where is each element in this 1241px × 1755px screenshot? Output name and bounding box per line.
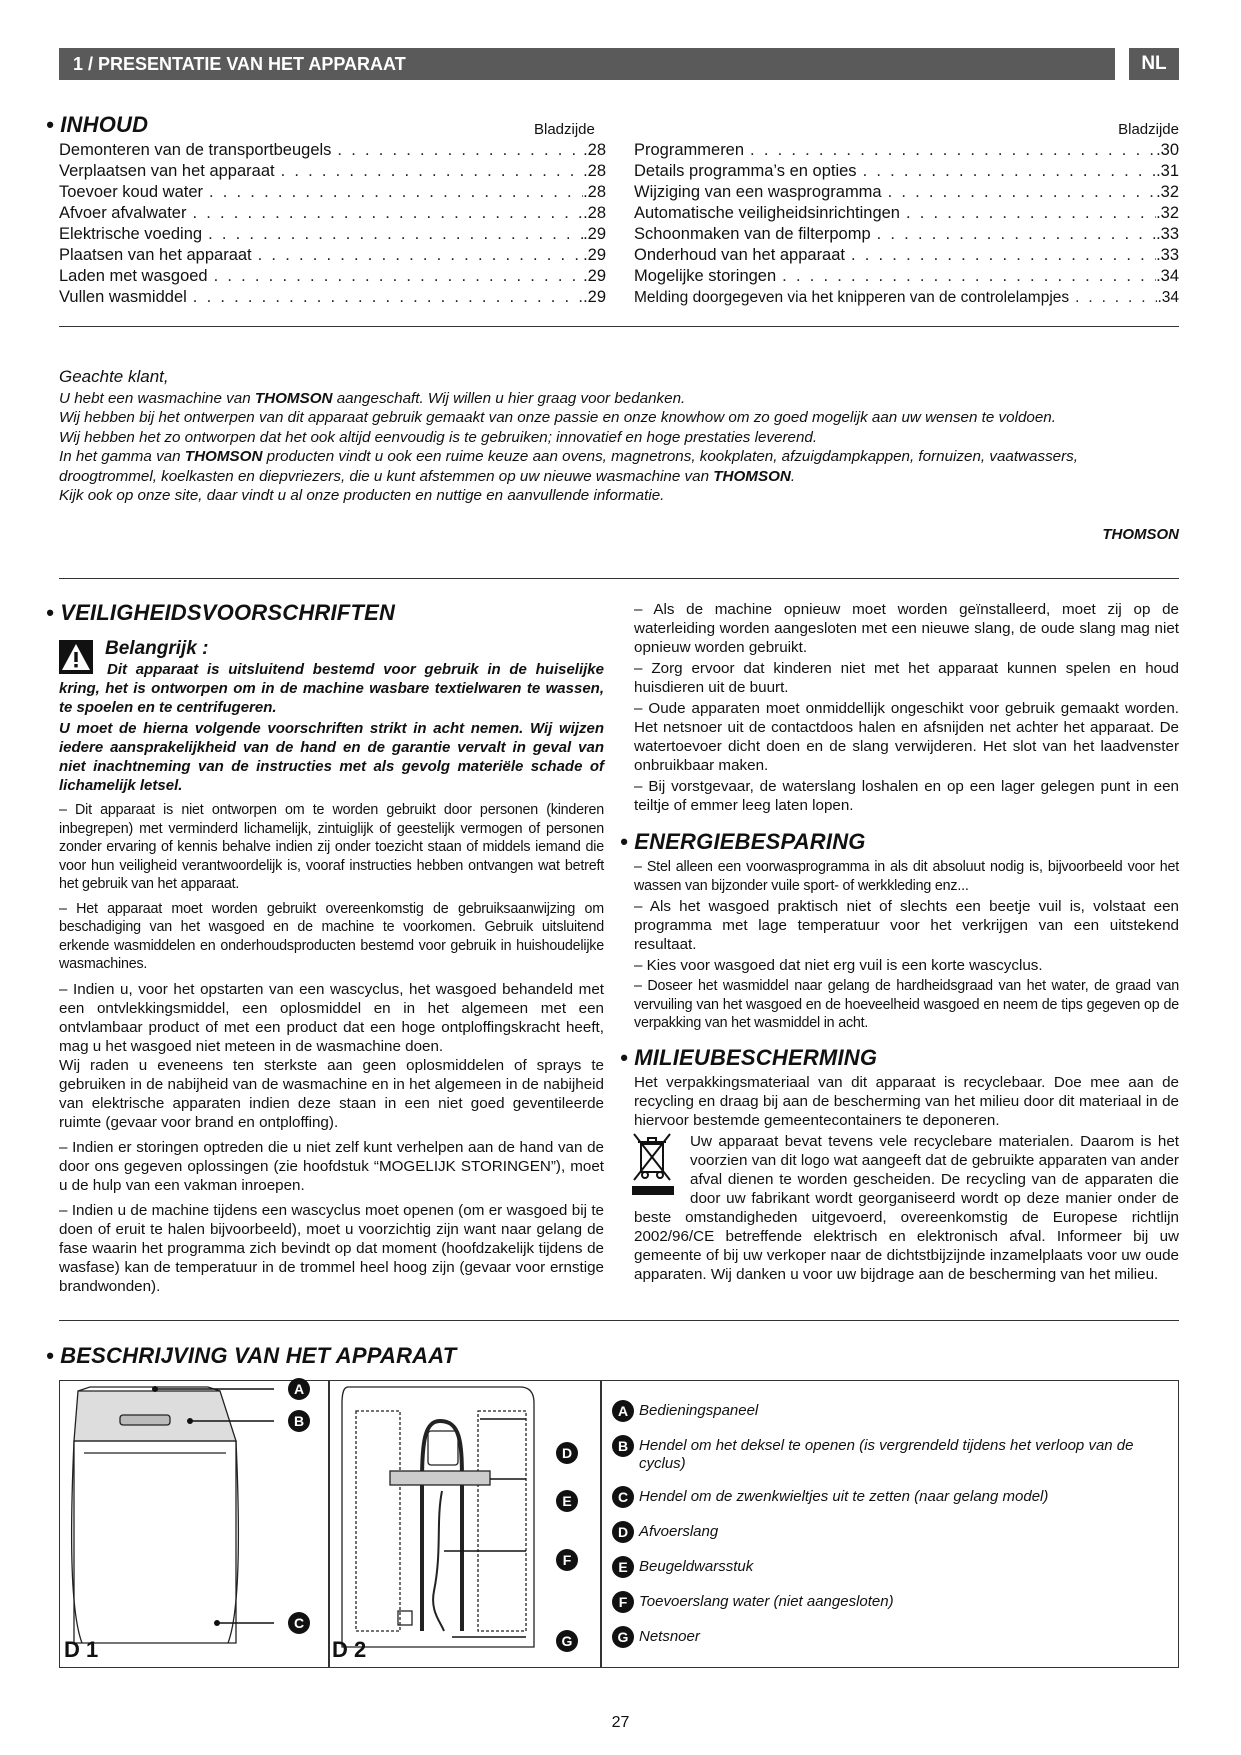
legend-item [612, 1593, 1167, 1613]
callout-badge: F [556, 1549, 578, 1571]
safety-left-column [59, 660, 604, 1298]
toc-item-label: Onderhoud van het apparaat [634, 246, 845, 264]
toc-item-page: .34 [1157, 289, 1179, 306]
toc-item-label: Laden met wasgoed [59, 267, 208, 285]
toc-item[interactable] [59, 224, 606, 245]
toc-item[interactable] [59, 245, 606, 266]
legend-item [612, 1628, 1167, 1648]
toc-item-label: Elektrische voeding [59, 225, 203, 243]
legend-item [612, 1488, 1167, 1508]
callout-badge: B [288, 1410, 310, 1432]
toc-item-label: Automatische veiligheidsinrichtingen [634, 204, 900, 222]
toc-item-page: .33 [1156, 246, 1179, 264]
safety-paragraph: – Indien u de machine tijdens een wascyclus moet openen (om er wasgoed bij te doen of eruit te halen bijvoorbeeld), moet u voorzichtig zijn want naar gelang de fase waarin het programma zich bevindt op dat moment (hoofdzakelijk tijdens de wasfase) kan de temperatuur in de trommel heel hoog zijn (gevaar voor ernstige brandwonden). [59, 1201, 604, 1295]
toc-item-page: .29 [583, 225, 606, 243]
legend-text: Bedieningspaneel [639, 1402, 759, 1419]
safety-title: • VEILIGHEIDSVOORSCHRIFTEN [46, 600, 396, 625]
safety-paragraph: – Oude apparaten moet onmiddellijk ongeschikt voor gebruik gemaakt worden. Het netsnoer uit de contactdoos halen en afsnijden net achter het apparaat. De watertoevoer dicht doen en de slang verwijderen. Het slot van het laadvenster onbruikbaar maken. [634, 700, 1179, 774]
legend-item [612, 1437, 1167, 1473]
safety-paragraph: – Bij vorstgevaar, de waterslang loshalen en op een lager gelegen punt in een teiltje of emmer leeg laten lopen. [634, 778, 1179, 814]
section-header-bar [59, 48, 1115, 80]
toc-left-list [59, 140, 606, 308]
legend-item [612, 1558, 1167, 1578]
figure-d2-machine-back [330, 1381, 598, 1667]
toc-item-page: .29 [583, 288, 606, 306]
warning-text-2: U moet de hierna volgende voorschriften strikt in acht nemen. Wij wijzen iedere aansprakelijkheid van de hand en de garantie vervalt in geval van niet inachtneming van de instructies met als gevolg materiële schade of lichamelijk letsel. [59, 720, 604, 794]
safety-paragraph: Wij raden u eveneens ten sterkste aan geen oplosmiddelen of sprays te gebruiken in de nabijheid van de wasmachine en in het algemeen in de nabijheid van elektrische apparaten indien deze staan in een niet goed geventileerde ruimte (gevaar voor brand en ontploffing). [59, 1056, 604, 1131]
section-header-title: 1 / PRESENTATIE VAN HET APPARAAT [73, 54, 406, 74]
divider [59, 1320, 1179, 1321]
toc-item-label: Wijziging van een wasprogramma [634, 183, 882, 201]
page-number: 27 [611, 1714, 630, 1731]
letter-line: In het gamma van THOMSON producten vindt u ook een ruime keuze aan ovens, magnetrons, kookplaten, afzuigdampkappen, fornuizen, vaatwassers, droogtrommel, koelkasten en diepvriezers, die u kunt afstemmen op uw nieuwe wasmachine van THOMSON. [59, 448, 1078, 485]
toc-item[interactable] [634, 182, 1179, 203]
callout-badge: D [556, 1442, 578, 1464]
letter-line: Kijk ook op onze site, daar vindt u al onze producten en nuttige en aanvullende informatie. [59, 487, 665, 504]
toc-item-page: .32 [1156, 204, 1179, 222]
toc-page-label-left: Bladzijde [534, 121, 595, 138]
description-title: • BESCHRIJVING VAN HET APPARAAT [46, 1343, 457, 1368]
legend-badge: F [612, 1591, 634, 1613]
toc-right-list [634, 140, 1179, 308]
letter-line: U hebt een wasmachine van THOMSON aangeschaft. Wij willen u hier graag voor bedanken. [59, 389, 686, 407]
toc-item[interactable] [634, 161, 1179, 182]
legend-text: Beugeldwarsstuk [639, 1558, 754, 1575]
energy-paragraph: – Stel alleen een voorwasprogramma in als dit absoluut nodig is, bijvoorbeeld voor het wassen van bijzonder vuile sport- of werkkleding enz... [634, 859, 1179, 894]
letter-signature: THOMSON [1102, 526, 1179, 543]
toc-item-page: .32 [1156, 183, 1179, 201]
toc-item-page: .29 [583, 246, 606, 264]
legend-badge: D [612, 1521, 634, 1543]
toc-item-page: .30 [1156, 141, 1179, 159]
callout-badge: C [288, 1612, 310, 1634]
energy-column [634, 858, 1179, 1035]
environment-paragraph: Het verpakkingsmateriaal van dit apparaat is recyclebaar. Doe mee aan de recycling en draag bij aan de bescherming van het milieu door dit materiaal in de hiervoor bestemde gemeentecontainers te deponeren. [634, 1074, 1179, 1129]
legend-badge: G [612, 1626, 634, 1648]
toc-item-page: .28 [583, 141, 606, 159]
energy-paragraph: – Doseer het wasmiddel naar gelang de hardheidsgraad van het water, de graad van vervuiling van het wasgoed en de hoeveelheid wasgoed en neem de tips gegeven op de verpakking van het wasmiddel in acht. [634, 978, 1179, 1031]
figure-d2-label: D 2 [332, 1637, 367, 1662]
letter-line: Wij hebben bij het ontwerpen van dit apparaat gebruik gemaakt van onze passie en onze knowhow om zo goed mogelijk aan uw wensen te voldoen. [59, 409, 1056, 426]
brand-name: THOMSON [254, 389, 333, 407]
energy-paragraph: – Kies voor wasgoed dat niet erg vuil is een korte wascyclus. [634, 957, 1043, 974]
customer-letter [59, 367, 1179, 506]
toc-item[interactable] [634, 203, 1179, 224]
energy-title: • ENERGIEBESPARING [620, 829, 866, 854]
weee-bin-icon [630, 1130, 676, 1196]
divider [59, 578, 1179, 579]
legend-text: Hendel om de zwenkwieltjes uit te zetten (naar gelang model) [639, 1488, 1049, 1505]
legend-text: Hendel om het deksel te openen (is vergrendeld tijdens het verloop van de cyclus) [639, 1437, 1134, 1472]
legend-badge: A [612, 1400, 634, 1422]
safety-paragraph: – Het apparaat moet worden gebruikt overeenkomstig de gebruiksaanwijzing om beschadiging van het wasgoed en de machine te voorkomen. Gebruik uitsluitend erkende wasmiddelen en onderhoudsproducten bestemd voor gebruik in huishoudelijke wasmachines. [59, 900, 604, 972]
toc-item-page: .33 [1156, 225, 1179, 243]
toc-item[interactable] [59, 161, 606, 182]
legend-text: Toevoerslang water (niet aangesloten) [639, 1593, 894, 1610]
toc-item-page: .28 [583, 162, 606, 180]
toc-item[interactable] [59, 203, 606, 224]
safety-paragraph: – Dit apparaat is niet ontworpen om te worden gebruikt door personen (kinderen inbegrepen) met verminderd lichamelijk, zintuiglijk of geestelijk vermogen of personen zonder ervaring of kennis behalve indien zij onder toezicht staan of middels iemand die voor hun veiligheid verantwoordelijk is, vooraf instructies hebben ontvangen wat betreft het gebruik van het apparaat. [59, 802, 604, 892]
legend-text: Afvoerslang [639, 1523, 719, 1540]
component-legend [612, 1402, 1167, 1663]
warning-text-1: Dit apparaat is uitsluitend bestemd voor gebruik in de huiselijke kring, het is ontworpen om in de machine wasbare textielwaren te wassen, te spoelen en te centrifugeren. [59, 661, 604, 716]
environment-paragraph: Uw apparaat bevat tevens vele recyclebare materialen. Daarom is het voorzien van dit logo wat aangeeft dat de gebruikte apparaten van ander afval dienen te worden gescheiden. De recycling van de apparaten die door uw fabrikant wordt georganiseerd wordt op deze manier onder de beste omstandigheden uitgevoerd, overeenkomstig de Europese richtlijn 2002/96/CE betreffende elektrisch en elektronisch afval. Informeer bij uw gemeente of bij uw verkoper naar de dichtstbijzijnde inzamelplaats voor uw oude apparaten. Wij danken u voor uw bijdrage aan de bescherming van het milieu. [634, 1133, 1179, 1283]
safety-paragraph: – Indien u, voor het opstarten van een wascyclus, het wasgoed behandeld met een ontvlekkingsmiddel, een oplosmiddel en in het algemeen met een ontvlambaar product of met een product dat een hoge ontploffingskracht heeft, mag u het wasgoed niet meteen in de wasmachine doen. [59, 980, 604, 1055]
toc-item[interactable] [634, 287, 1179, 308]
environment-column [634, 1073, 1179, 1286]
toc-item-label: Programmeren [634, 141, 745, 159]
toc-item-label: Toevoer koud water [59, 183, 203, 201]
safety-paragraph: – Als de machine opnieuw moet worden geïnstalleerd, moet zij op de waterleiding worden aangesloten met een nieuwe slang, de oude slang mag niet opnieuw worden gebruikt. [634, 601, 1179, 656]
callout-badge: A [288, 1378, 310, 1400]
legend-badge: E [612, 1556, 634, 1578]
toc-item[interactable] [634, 140, 1179, 161]
toc-item[interactable] [59, 140, 606, 161]
toc-item[interactable] [634, 245, 1179, 266]
callout-badge: E [556, 1490, 578, 1512]
safety-right-column [634, 600, 1179, 817]
toc-item-label: Afvoer afvalwater [59, 204, 187, 222]
callout-badge: G [556, 1630, 578, 1652]
legend-badge: B [612, 1435, 634, 1457]
toc-item-label: Verplaatsen van het apparaat [59, 162, 275, 180]
figure-separator [600, 1381, 602, 1667]
toc-item-label: Mogelijke storingen [634, 267, 777, 285]
toc-item[interactable] [59, 182, 606, 203]
legend-item [612, 1523, 1167, 1543]
toc-item-label: Details programma’s en opties [634, 162, 857, 180]
toc-item-label: Plaatsen van het apparaat [59, 246, 252, 264]
toc-item-page: .34 [1156, 267, 1179, 285]
toc-page-label-right: Bladzijde [1118, 121, 1179, 138]
letter-greeting: Geachte klant, [59, 367, 169, 386]
safety-paragraph: – Zorg ervoor dat kinderen niet met het apparaat kunnen spelen en houd huisdieren uit de buurt. [634, 660, 1179, 696]
toc-item[interactable] [59, 266, 606, 287]
legend-badge: C [612, 1486, 634, 1508]
legend-item [612, 1402, 1167, 1422]
toc-item-page: .28 [583, 183, 606, 201]
toc-item-page: .31 [1156, 162, 1179, 180]
toc-title: • INHOUD [46, 112, 149, 137]
language-badge: NL [1129, 48, 1179, 80]
figure-d1-label: D 1 [64, 1637, 99, 1662]
letter-line: Wij hebben het zo ontworpen dat het ook altijd eenvoudig is te gebruiken; innovatief en hoge prestaties leverend. [59, 428, 818, 446]
legend-text: Netsnoer [639, 1628, 700, 1645]
toc-item[interactable] [59, 287, 606, 308]
safety-paragraph: – Indien er storingen optreden die u niet zelf kunt verhelpen aan de hand van de door ons gegeven oplossingen (zie hoofdstuk “MOGELIJK STORINGEN”), moet u de hulp van een vakman inroepen. [59, 1138, 604, 1194]
toc-item-label: Demonteren van de transportbeugels [59, 141, 332, 159]
toc-item[interactable] [634, 266, 1179, 287]
warning-title: Belangrijk : [105, 638, 209, 659]
divider [59, 326, 1179, 327]
toc-item-page: .28 [583, 204, 606, 222]
environment-title: • MILIEUBESCHERMING [620, 1045, 878, 1070]
toc-item-page: .29 [583, 267, 606, 285]
toc-item[interactable] [634, 224, 1179, 245]
energy-paragraph: – Als het wasgoed praktisch niet of slechts een beetje vuil is, volstaat een programma met lage temperatuur voor het verkrijgen van een uitstekend resultaat. [634, 898, 1179, 953]
toc-item-label: Vullen wasmiddel [59, 288, 187, 306]
toc-item-label: Melding doorgegeven via het knipperen van de controlelampjes [634, 289, 1070, 306]
toc-item-label: Schoonmaken van de filterpomp [634, 225, 871, 243]
